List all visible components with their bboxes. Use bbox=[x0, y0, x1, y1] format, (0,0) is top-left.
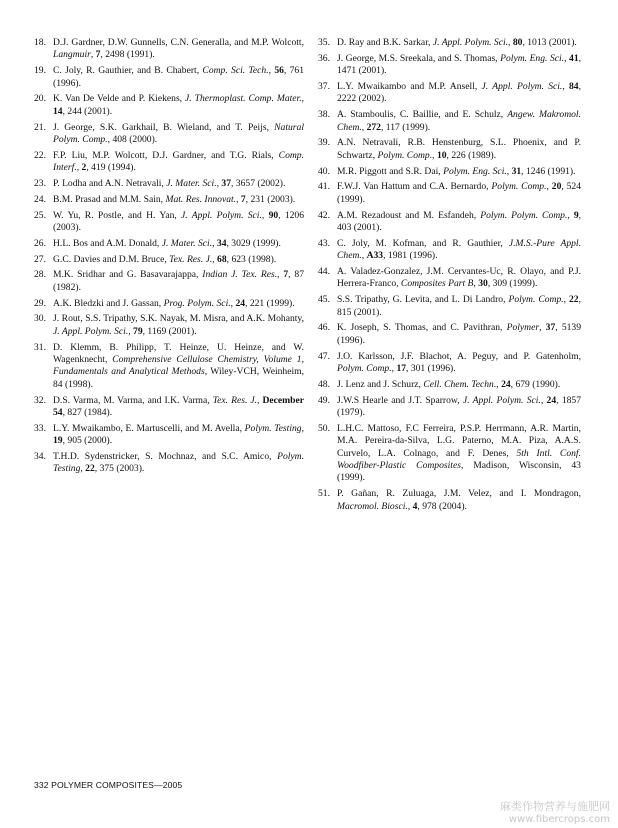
reference-number: 51. bbox=[318, 488, 330, 500]
reference-segment: A.M. Rezadoust and M. Esfandeh, bbox=[337, 209, 481, 221]
reference-volume: 41 bbox=[569, 52, 579, 64]
reference-item bbox=[318, 351, 581, 376]
reference-segment: , bbox=[496, 378, 502, 390]
reference-segment: D.S. Varma, M. Varma, and I.K. Varma, bbox=[53, 394, 213, 406]
reference-segment: , bbox=[473, 278, 479, 290]
reference-item bbox=[318, 322, 581, 347]
reference-text bbox=[53, 178, 304, 190]
reference-item bbox=[34, 93, 304, 118]
reference-segment: , bbox=[90, 49, 96, 61]
reference-segment: , 403 (2001). bbox=[337, 209, 582, 234]
reference-segment: , bbox=[128, 325, 134, 337]
reference-segment: , bbox=[212, 253, 218, 265]
reference-number: 23. bbox=[34, 178, 46, 190]
reference-segment: , bbox=[236, 193, 241, 205]
reference-volume: 7 bbox=[240, 193, 246, 205]
reference-segment: , 1471 (2001). bbox=[337, 52, 582, 77]
reference-source: J. Appl. Polym. Sci. bbox=[481, 81, 563, 92]
reference-text bbox=[337, 423, 581, 485]
reference-source: Prog. Polym. Sci. bbox=[163, 297, 231, 309]
reference-source: Polym. Eng. Sci. bbox=[443, 165, 507, 177]
reference-segment: , bbox=[277, 269, 284, 281]
reference-segment: , 117 (1999). bbox=[380, 121, 431, 133]
reference-text bbox=[53, 298, 304, 310]
reference-source: J. Appl. Polym. Sci. bbox=[181, 209, 262, 221]
reference-segment: , bbox=[301, 422, 304, 434]
watermark-url: www.fibercrops.com bbox=[508, 814, 610, 825]
reference-item bbox=[34, 150, 304, 175]
reference-source: J. Thermoplast. Comp. Mater. bbox=[185, 93, 302, 105]
reference-text bbox=[337, 351, 581, 376]
reference-item bbox=[318, 181, 581, 206]
reference-volume: 24 bbox=[546, 394, 557, 406]
reference-segment: , 231 (2003). bbox=[245, 193, 296, 205]
reference-segment: , 221 (1999). bbox=[245, 297, 295, 309]
reference-volume: 22 bbox=[85, 463, 95, 475]
reference-segment: , 2498 (1991). bbox=[100, 49, 155, 61]
watermark bbox=[500, 800, 610, 826]
reference-segment: , bbox=[539, 322, 546, 334]
reference-number: 34. bbox=[34, 451, 46, 463]
reference-text bbox=[53, 254, 304, 266]
reference-number: 43. bbox=[318, 237, 330, 249]
reference-source: J. Appl. Polym. Sci. bbox=[432, 37, 509, 48]
reference-source: Langmuir bbox=[53, 49, 91, 61]
reference-segment: , 3657 (2002). bbox=[231, 178, 286, 190]
reference-text bbox=[337, 238, 581, 263]
reference-source: J. Appl. Polym. Sci. bbox=[53, 325, 129, 337]
reference-number: 40. bbox=[318, 165, 330, 177]
reference-segment: B.M. Prasad and M.M. Sain, bbox=[53, 193, 166, 205]
reference-text bbox=[337, 81, 581, 106]
reference-volume: 22 bbox=[569, 294, 579, 306]
reference-item bbox=[318, 166, 581, 178]
reference-segment: , 978 (2004). bbox=[417, 500, 467, 512]
reference-source: Polym. Testing bbox=[53, 451, 304, 475]
reference-segment: J. Lenz and J. Schurz, bbox=[337, 378, 424, 390]
reference-volume: 9 bbox=[573, 209, 579, 221]
reference-volume: 272 bbox=[366, 121, 381, 133]
reference-segment: , bbox=[76, 162, 82, 174]
reference-number: 38. bbox=[318, 109, 330, 121]
reference-segment: , 1857 (1979). bbox=[337, 394, 582, 419]
reference-source: 5th Intl. Conf. Woodfiber-Plastic Composites bbox=[337, 447, 581, 472]
reference-text bbox=[53, 423, 304, 448]
reference-item bbox=[318, 294, 581, 319]
reference-source: Polymer bbox=[506, 322, 540, 334]
reference-number: 48. bbox=[318, 378, 330, 390]
reference-volume: 2 bbox=[81, 162, 87, 174]
reference-source: Polym. Comp. bbox=[491, 181, 547, 193]
reference-segment: , 1013 (2001). bbox=[522, 37, 577, 48]
reference-item bbox=[34, 451, 304, 476]
reference-segment: F.W.J. Van Hattum and C.A. Bernardo, bbox=[337, 181, 492, 193]
watermark-text: 麻类作物营养与施肥网 bbox=[500, 800, 610, 813]
reference-text bbox=[337, 137, 581, 162]
reference-segment: , 905 (2000). bbox=[62, 435, 113, 447]
reference-item bbox=[34, 65, 304, 90]
reference-segment: , bbox=[216, 178, 222, 190]
reference-segment: K. Van De Velde and P. Kiekens, bbox=[53, 93, 186, 105]
reference-segment: W. Yu, R. Postle, and H. Yan, bbox=[53, 209, 182, 221]
reference-segment: , 679 (1990). bbox=[510, 378, 561, 390]
reference-segment: G.C. Davies and D.M. Bruce, bbox=[53, 253, 170, 265]
reference-item bbox=[34, 342, 304, 392]
references-right-column bbox=[318, 37, 581, 516]
reference-number: 36. bbox=[318, 52, 330, 64]
reference-volume: 56 bbox=[274, 65, 284, 77]
reference-number: 28. bbox=[34, 269, 46, 281]
reference-number: 47. bbox=[318, 350, 330, 362]
reference-segment: K. Joseph, S. Thomas, and C. Pavithran, bbox=[337, 322, 507, 334]
reference-segment: , bbox=[567, 209, 574, 221]
reference-number: 24. bbox=[34, 193, 46, 205]
reference-source: Macromol. Biosci. bbox=[337, 500, 408, 512]
reference-text bbox=[53, 37, 304, 62]
reference-source: J. Appl. Polym. Sci. bbox=[462, 394, 541, 406]
reference-segment: , bbox=[301, 93, 305, 105]
reference-text bbox=[53, 122, 304, 147]
reference-item bbox=[318, 395, 581, 420]
reference-number: 50. bbox=[318, 422, 330, 434]
reference-segment: C. Joly, R. Gauthier, and B. Chabert, bbox=[53, 65, 203, 77]
reference-item bbox=[34, 37, 304, 62]
reference-volume: 17 bbox=[396, 363, 407, 375]
reference-volume: A33 bbox=[366, 250, 384, 262]
reference-segment: D. Klemm, B. Philipp, T. Heinze, U. Heinze, and W. Wagenknecht, bbox=[53, 341, 304, 366]
reference-segment: , Madison, Wisconsin, 43 (1999). bbox=[337, 460, 581, 484]
reference-segment: , bbox=[407, 500, 413, 512]
reference-segment: , 1981 (1996). bbox=[383, 250, 438, 262]
reference-item bbox=[34, 313, 304, 338]
reference-number: 35. bbox=[318, 37, 330, 48]
reference-source: Polym. Testing bbox=[244, 422, 302, 434]
reference-text bbox=[337, 181, 581, 206]
reference-number: 25. bbox=[34, 209, 46, 221]
reference-segment: J.O. Karlsson, J.F. Blachot, A. Peguy, and P. Gatenholm, bbox=[337, 350, 581, 362]
reference-item bbox=[34, 254, 304, 266]
reference-source: Cell. Chem. Techn. bbox=[423, 378, 497, 390]
reference-number: 37. bbox=[318, 81, 330, 92]
reference-segment: , 87 (1982). bbox=[53, 269, 305, 293]
reference-text bbox=[337, 53, 581, 78]
reference-segment: D. Ray and B.K. Sarkar, bbox=[337, 37, 433, 48]
reference-segment: F.P. Liu, M.P. Wolcott, D.J. Gardner, and T.G. Rials, bbox=[53, 149, 279, 161]
reference-item bbox=[34, 194, 304, 206]
reference-segment: , bbox=[563, 294, 569, 306]
reference-segment: , 827 (1984). bbox=[62, 407, 113, 419]
reference-source: Mat. Res. Innovat. bbox=[165, 193, 237, 205]
reference-item bbox=[318, 210, 581, 235]
reference-text bbox=[53, 238, 304, 250]
reference-segment: , bbox=[230, 297, 236, 309]
reference-source: Angew. Makromol. Chem. bbox=[337, 109, 581, 133]
page-footer-folio: 332 POLYMER COMPOSITES—2005 bbox=[34, 780, 183, 790]
reference-number: 29. bbox=[34, 297, 46, 309]
reference-text bbox=[337, 488, 581, 513]
reference-segment: , bbox=[508, 37, 513, 48]
reference-text bbox=[337, 322, 581, 347]
reference-segment: S.S. Tripathy, G. Levita, and L. Di Landro, bbox=[337, 294, 509, 306]
reference-segment: , 5139 (1996). bbox=[337, 322, 582, 346]
reference-segment: , 524 (1999). bbox=[337, 181, 582, 205]
reference-segment: , bbox=[562, 81, 569, 92]
reference-source: Polym. Eng. Sci. bbox=[500, 52, 565, 64]
reference-segment: , 2222 (2002). bbox=[337, 81, 581, 105]
reference-segment: , bbox=[540, 394, 547, 406]
reference-item bbox=[34, 238, 304, 250]
reference-segment: , 623 (1998). bbox=[226, 253, 277, 265]
reference-item bbox=[34, 210, 304, 235]
reference-item bbox=[318, 379, 581, 391]
reference-text bbox=[53, 150, 304, 175]
reference-item bbox=[318, 53, 581, 78]
reference-volume: 20 bbox=[551, 181, 562, 193]
reference-volume: 84 bbox=[569, 81, 579, 92]
reference-source: Composites Part B bbox=[400, 278, 474, 290]
reference-number: 33. bbox=[34, 422, 46, 434]
reference-source: J. Mater. Sci. bbox=[166, 178, 217, 190]
reference-segment: , bbox=[261, 209, 269, 221]
reference-segment: , bbox=[257, 394, 263, 406]
reference-volume: 31 bbox=[511, 165, 522, 177]
reference-source: Polym. Polym. Comp. bbox=[480, 209, 568, 221]
reference-source: Polym. Comp. bbox=[377, 149, 433, 161]
reference-segment: J.W.S Hearle and J.T. Sparrow, bbox=[337, 394, 463, 406]
reference-segment: J. Rout, S.S. Tripathy, S.K. Nayak, M. Misra, and A.K. Mohanty, bbox=[53, 313, 304, 325]
reference-text bbox=[337, 37, 581, 49]
reference-number: 19. bbox=[34, 65, 46, 77]
reference-number: 49. bbox=[318, 394, 330, 406]
reference-volume: 7 bbox=[283, 269, 289, 281]
reference-segment: P. Lodha and A.N. Netravali, bbox=[53, 178, 167, 190]
reference-segment: , bbox=[546, 181, 552, 193]
reference-item bbox=[318, 81, 581, 106]
reference-segment: , bbox=[432, 149, 437, 161]
reference-volume: 79 bbox=[133, 325, 143, 337]
reference-segment: A.N. Netravali, R.B. Henstenburg, S.L. Phoenix, and P. Schwartz, bbox=[337, 137, 581, 161]
reference-volume: 37 bbox=[545, 322, 556, 334]
reference-volume: 19 bbox=[53, 435, 63, 447]
reference-source: Tex. Res. J. bbox=[169, 253, 213, 265]
reference-item bbox=[318, 238, 581, 263]
reference-number: 18. bbox=[34, 37, 46, 48]
reference-segment: M.R. Piggott and S.R. Dai, bbox=[337, 165, 444, 177]
reference-segment: , bbox=[80, 463, 86, 475]
reference-segment: , bbox=[506, 165, 512, 177]
reference-number: 21. bbox=[34, 121, 46, 133]
reference-segment: , 815 (2001). bbox=[337, 294, 581, 318]
reference-item bbox=[34, 269, 304, 294]
reference-text bbox=[53, 194, 304, 206]
reference-segment: , bbox=[564, 52, 570, 64]
reference-number: 45. bbox=[318, 294, 330, 306]
reference-segment: , 301 (1996). bbox=[406, 363, 456, 375]
reference-segment: J. George, S.K. Garkhail, B. Wieland, and T. Peijs, bbox=[53, 121, 275, 133]
reference-segment: , 309 (1999). bbox=[487, 278, 538, 290]
reference-text bbox=[337, 395, 581, 420]
references-left-column bbox=[34, 37, 304, 479]
reference-volume: 10 bbox=[436, 149, 447, 161]
reference-number: 41. bbox=[318, 181, 330, 193]
reference-segment: , bbox=[361, 250, 367, 262]
reference-source: Comprehensive Cellulose Chemistry, Volume 1, Fundamentals and Analytical Methods bbox=[53, 354, 304, 378]
reference-segment: , 761 (1996). bbox=[53, 65, 305, 89]
reference-segment: , bbox=[268, 65, 275, 77]
reference-item bbox=[318, 488, 581, 513]
reference-volume: 14 bbox=[53, 105, 63, 117]
reference-text bbox=[53, 451, 304, 476]
reference-segment: , 1206 (2003). bbox=[53, 209, 305, 234]
reference-number: 46. bbox=[318, 322, 330, 334]
reference-segment: L.Y. Mwaikambo, E. Martuscelli, and M. Avella, bbox=[53, 422, 245, 434]
reference-text bbox=[337, 294, 581, 319]
reference-text bbox=[53, 313, 304, 338]
reference-text bbox=[53, 395, 304, 420]
reference-segment: C. Joly, M. Kofman, and R. Gauthier, bbox=[337, 237, 509, 249]
reference-segment: , bbox=[361, 121, 367, 133]
reference-segment: A. Stamboulis, C. Baillie, and E. Schulz, bbox=[337, 109, 508, 121]
reference-segment: , 226 (1989). bbox=[446, 149, 497, 161]
reference-volume: 4 bbox=[412, 500, 418, 512]
reference-segment: , Wiley-VCH, Weinheim, 84 (1998). bbox=[53, 366, 304, 390]
reference-source: Polym. Comp. bbox=[508, 294, 564, 306]
reference-item bbox=[34, 395, 304, 420]
reference-item bbox=[34, 122, 304, 147]
reference-volume: 80 bbox=[512, 37, 523, 48]
reference-source: Polym. Comp. bbox=[337, 363, 392, 375]
reference-number: 31. bbox=[34, 341, 46, 353]
reference-number: 22. bbox=[34, 149, 46, 161]
reference-number: 44. bbox=[318, 266, 330, 278]
reference-item bbox=[34, 423, 304, 448]
reference-segment: L.H.C. Mattoso, F.C Ferreira, P.S.P. Herrmann, A.R. Martin, M.A. Pereira-da-Silva, L.G. Paterno, M.A. Piza, A.A.S. Curvelo, L.A. Colnago, and F. Denes, bbox=[337, 422, 581, 459]
reference-segment: T.H.D. Sydenstricker, S. Mochnaz, and S.C. Amico, bbox=[53, 451, 278, 463]
reference-segment: P. Gañan, R. Zuluaga, J.M. Velez, and I. Mondragon, bbox=[337, 488, 581, 500]
reference-item bbox=[318, 266, 581, 291]
reference-segment: , 244 (2001). bbox=[62, 105, 113, 117]
reference-text bbox=[53, 269, 304, 294]
reference-segment: M.K. Sridhar and G. Basavarajappa, bbox=[53, 269, 203, 281]
reference-text bbox=[53, 342, 304, 392]
reference-number: 39. bbox=[318, 137, 330, 149]
reference-segment: D.J. Gardner, D.W. Gunnells, C.N. Generalla, and M.P. Wolcott, bbox=[53, 37, 304, 48]
reference-segment: A. Valadez-Gonzalez, J.M. Cervantes-Uc, R. Olayo, and P.J. Herrera-Franco, bbox=[337, 266, 581, 290]
reference-segment: , 375 (2003). bbox=[94, 463, 145, 475]
reference-number: 30. bbox=[34, 313, 46, 325]
reference-text bbox=[53, 210, 304, 235]
reference-text bbox=[337, 266, 581, 291]
reference-segment: J. George, M.S. Sreekala, and S. Thomas, bbox=[337, 52, 501, 64]
reference-item bbox=[34, 298, 304, 310]
reference-item bbox=[318, 137, 581, 162]
reference-volume: 24 bbox=[501, 378, 511, 390]
reference-number: 42. bbox=[318, 209, 330, 221]
reference-item bbox=[34, 178, 304, 190]
reference-segment: L.Y. Mwaikambo and M.P. Ansell, bbox=[337, 81, 482, 92]
reference-source: Tex. Res. J. bbox=[212, 394, 258, 406]
reference-source: J. Mater. Sci. bbox=[161, 237, 213, 249]
reference-item bbox=[318, 423, 581, 485]
reference-volume: 34 bbox=[216, 237, 227, 249]
reference-volume: 37 bbox=[221, 178, 231, 190]
reference-text bbox=[337, 210, 581, 235]
reference-text bbox=[53, 65, 304, 90]
reference-segment: , 1169 (2001). bbox=[142, 325, 197, 337]
reference-segment: , 3029 (1999). bbox=[226, 237, 281, 249]
reference-volume: 90 bbox=[268, 209, 279, 221]
reference-source: J.M.S.-Pure Appl. Chem. bbox=[337, 237, 581, 262]
reference-source: Natural Polym. Comp. bbox=[53, 121, 304, 146]
reference-segment: , bbox=[212, 237, 217, 249]
reference-volume: 30 bbox=[478, 278, 488, 290]
reference-number: 27. bbox=[34, 253, 46, 265]
reference-number: 20. bbox=[34, 93, 46, 105]
reference-number: 32. bbox=[34, 394, 46, 406]
reference-item bbox=[318, 37, 581, 49]
reference-segment: A.K. Bledzki and J. Gassan, bbox=[53, 297, 164, 309]
reference-segment: , 408 (2000). bbox=[107, 134, 158, 146]
reference-segment: , bbox=[391, 363, 397, 375]
reference-text bbox=[337, 379, 581, 391]
reference-volume: December 54 bbox=[53, 394, 304, 419]
reference-text bbox=[337, 166, 581, 178]
reference-volume: 24 bbox=[235, 297, 246, 309]
reference-segment: , 1246 (1991). bbox=[521, 165, 576, 177]
reference-segment: , 419 (1994). bbox=[86, 162, 136, 174]
reference-source: Indian J. Tex. Res. bbox=[202, 269, 278, 281]
reference-number: 26. bbox=[34, 237, 46, 249]
reference-text bbox=[53, 93, 304, 118]
reference-volume: 68 bbox=[217, 253, 227, 265]
reference-text bbox=[337, 109, 581, 134]
reference-source: Comp. Interf. bbox=[53, 149, 304, 174]
reference-source: Comp. Sci. Tech. bbox=[202, 65, 269, 77]
reference-item bbox=[318, 109, 581, 134]
reference-volume: 7 bbox=[95, 49, 101, 61]
reference-segment: H.L. Bos and A.M. Donald, bbox=[53, 237, 162, 249]
